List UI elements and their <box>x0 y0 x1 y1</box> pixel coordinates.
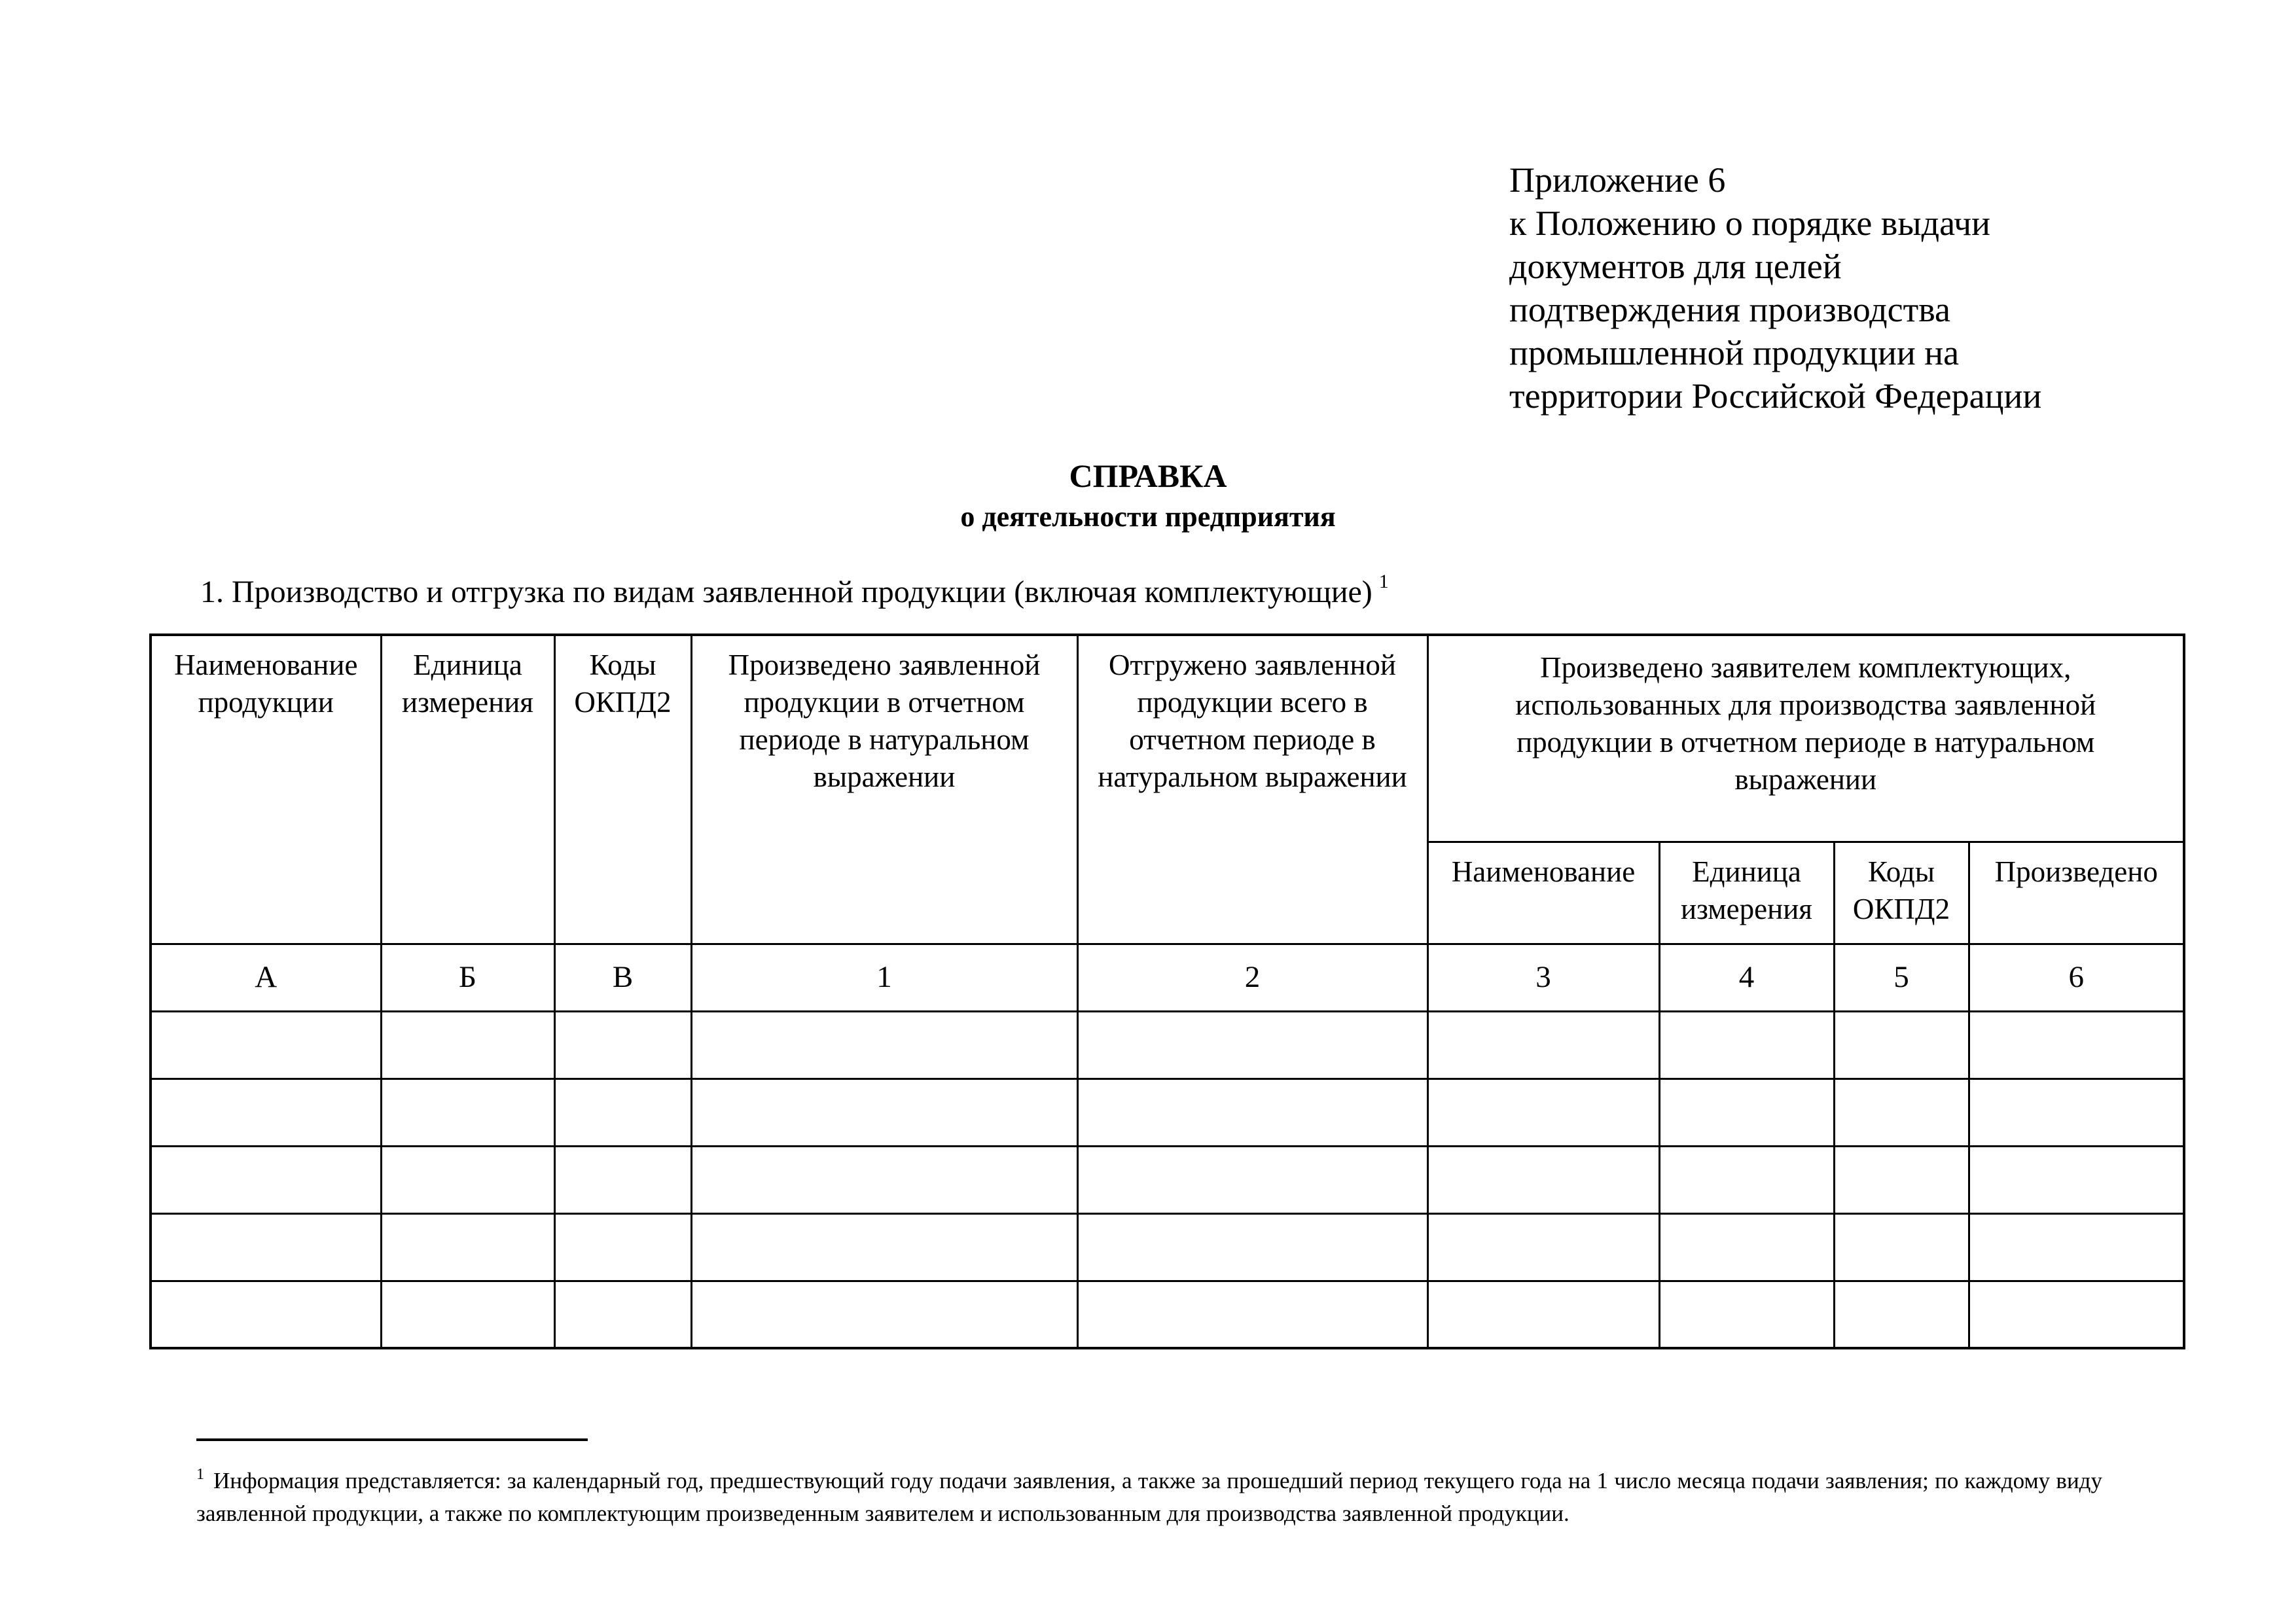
blank-cell[interactable] <box>1659 1213 1834 1281</box>
header-shipped: Отгружено заявленной продукции всего в отчетном периоде в натуральном выражении <box>1077 635 1427 944</box>
column-code: 3 <box>1427 944 1659 1011</box>
footnote-divider <box>196 1438 588 1441</box>
blank-cell[interactable] <box>381 1011 554 1079</box>
appendix-line: подтверждения производства <box>1509 290 1950 329</box>
section-heading <box>200 571 1389 610</box>
blank-cell[interactable] <box>1659 1146 1834 1213</box>
blank-cell[interactable] <box>1834 1079 1969 1146</box>
appendix-block <box>1509 158 2041 418</box>
blank-cell[interactable] <box>1969 1079 2184 1146</box>
blank-cell[interactable] <box>1834 1213 1969 1281</box>
blank-cell[interactable] <box>1077 1146 1427 1213</box>
blank-cell[interactable] <box>1427 1213 1659 1281</box>
document-subtitle: о деятельности предприятия <box>960 501 1336 533</box>
blank-cell[interactable] <box>1077 1281 1427 1348</box>
blank-cell[interactable] <box>1969 1146 2184 1213</box>
table-row <box>151 1146 2184 1213</box>
blank-cell[interactable] <box>554 1079 691 1146</box>
column-code: Б <box>381 944 554 1011</box>
column-code: 2 <box>1077 944 1427 1011</box>
header-component-unit: Единица измерения <box>1659 842 1834 944</box>
header-component-name: Наименование <box>1427 842 1659 944</box>
blank-cell[interactable] <box>691 1213 1077 1281</box>
blank-cell[interactable] <box>554 1011 691 1079</box>
column-code: 4 <box>1659 944 1834 1011</box>
column-code: А <box>151 944 381 1011</box>
blank-cell[interactable] <box>1834 1146 1969 1213</box>
table-row <box>151 1281 2184 1348</box>
header-component-produced: Произведено <box>1969 842 2184 944</box>
header-components-group: Произведено заявителем комплектующих, использованных для производства заявленной продукции в отчетном периоде в натуральном выражении <box>1427 635 2184 842</box>
footnote-text: Информация представляется: за календарный год, предшествующий году подачи заявления, а также за прошедший период текущего года на 1 число месяца подачи заявления; по каждому виду заявленной продукции, а также по комплектующим произведенным заявителем и использованным для производства заявленной продукции. <box>196 1468 2102 1526</box>
blank-cell[interactable] <box>691 1146 1077 1213</box>
document-title: СПРАВКА <box>1069 457 1227 494</box>
blank-cell[interactable] <box>381 1079 554 1146</box>
table-row <box>151 1213 2184 1281</box>
blank-cell[interactable] <box>1659 1011 1834 1079</box>
blank-cell[interactable] <box>691 1011 1077 1079</box>
table-row <box>151 1011 2184 1079</box>
blank-cell[interactable] <box>554 1213 691 1281</box>
column-code: 5 <box>1834 944 1969 1011</box>
appendix-line: территории Российской Федерации <box>1509 376 2042 416</box>
table-row <box>151 1079 2184 1146</box>
footnote-marker: 1 <box>196 1466 204 1483</box>
header-product-name: Наименование продукции <box>151 635 381 944</box>
blank-cell[interactable] <box>1077 1079 1427 1146</box>
blank-cell[interactable] <box>381 1213 554 1281</box>
blank-cell[interactable] <box>1969 1281 2184 1348</box>
header-component-codes: Коды ОКПД2 <box>1834 842 1969 944</box>
appendix-line: документов для целей <box>1509 247 1842 286</box>
blank-cell[interactable] <box>381 1281 554 1348</box>
header-okpd-codes: Коды ОКПД2 <box>554 635 691 944</box>
blank-cell[interactable] <box>1659 1281 1834 1348</box>
header-produced: Произведено заявленной продукции в отчетном периоде в натуральном выражении <box>691 635 1077 944</box>
blank-cell[interactable] <box>1834 1281 1969 1348</box>
column-code: В <box>554 944 691 1011</box>
appendix-line: к Положению о порядке выдачи <box>1509 204 1991 243</box>
production-table <box>149 633 2185 1349</box>
footnote <box>196 1458 2102 1530</box>
blank-cell[interactable] <box>1427 1079 1659 1146</box>
column-code-row <box>151 944 2184 1011</box>
blank-cell[interactable] <box>151 1079 381 1146</box>
footnote-reference: 1 <box>1378 571 1389 592</box>
blank-cell[interactable] <box>381 1146 554 1213</box>
blank-cell[interactable] <box>1659 1079 1834 1146</box>
blank-cell[interactable] <box>1969 1011 2184 1079</box>
blank-cell[interactable] <box>151 1281 381 1348</box>
blank-cell[interactable] <box>554 1146 691 1213</box>
blank-cell[interactable] <box>691 1079 1077 1146</box>
blank-cell[interactable] <box>1969 1213 2184 1281</box>
blank-cell[interactable] <box>1427 1281 1659 1348</box>
blank-cell[interactable] <box>1834 1011 1969 1079</box>
header-unit: Единица измерения <box>381 635 554 944</box>
blank-cell[interactable] <box>1427 1146 1659 1213</box>
blank-cell[interactable] <box>554 1281 691 1348</box>
blank-cell[interactable] <box>151 1011 381 1079</box>
blank-cell[interactable] <box>691 1281 1077 1348</box>
appendix-line: промышленной продукции на <box>1509 333 1960 372</box>
blank-cell[interactable] <box>1077 1213 1427 1281</box>
blank-cell[interactable] <box>151 1213 381 1281</box>
column-code: 6 <box>1969 944 2184 1011</box>
blank-cell[interactable] <box>1077 1011 1427 1079</box>
blank-cell[interactable] <box>151 1146 381 1213</box>
column-code: 1 <box>691 944 1077 1011</box>
section-heading-text: 1. Производство и отгрузка по видам заявленной продукции (включая комплектующие) <box>200 575 1372 609</box>
table-header-row <box>151 635 2184 842</box>
appendix-line: Приложение 6 <box>1509 160 1726 200</box>
blank-cell[interactable] <box>1427 1011 1659 1079</box>
